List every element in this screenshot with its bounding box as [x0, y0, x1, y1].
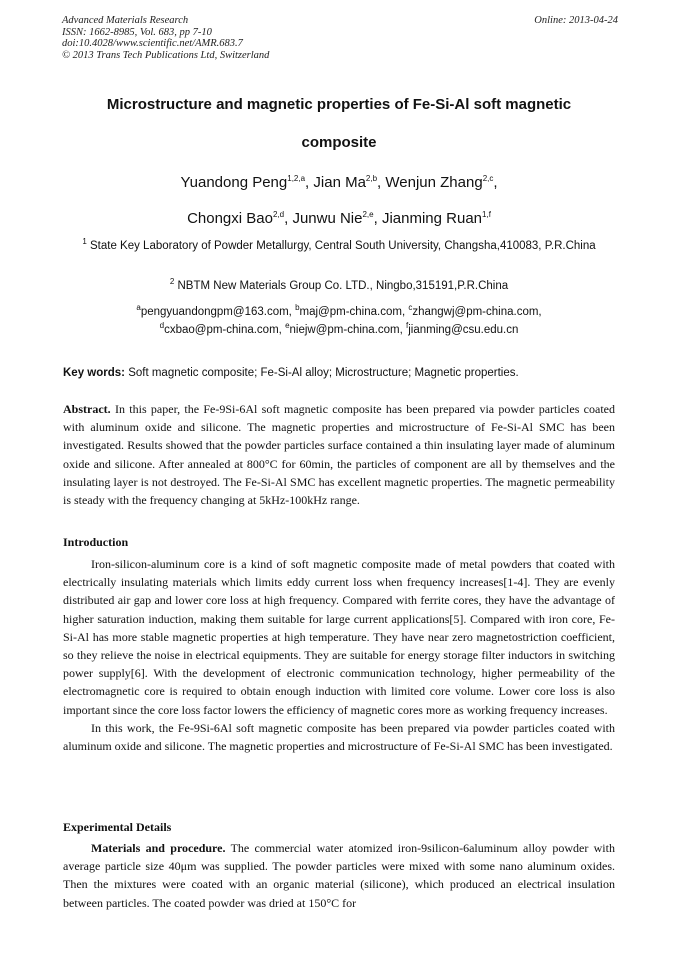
email-link[interactable]: zhangwj@pm-china.com,: [412, 306, 542, 318]
title-line-2: composite: [301, 134, 377, 151]
affiliation-2: [70, 277, 608, 295]
author-name: Wenjun Zhang: [385, 174, 483, 191]
journal-copyright: © 2013 Trans Tech Publications Ltd, Switzerland: [62, 49, 270, 61]
author-name: Yuandong Peng: [180, 174, 288, 191]
journal-doi: doi:10.4028/www.scientific.net/AMR.683.7: [62, 38, 243, 49]
email-line-2: [70, 321, 608, 339]
keywords-label: Key words:: [63, 367, 125, 379]
author-name: Jianming Ruan: [381, 210, 483, 227]
author-sup: 2,e: [362, 210, 374, 219]
email-line-1: [70, 303, 608, 321]
author-sep: ,: [305, 174, 314, 191]
author-name: Junwu Nie: [292, 210, 363, 227]
materials-text: The commercial water atomized iron-9silicon-6aluminum alloy powder with average particle size 40μm was supplied. The powder particles were mixed with some nano aluminum oxides. Then the mixtures were coated with an organic material (silicone), which produced an electrical insulation between particles. The coated powder was dried at 150°C for: [63, 841, 615, 910]
journal-header: [62, 15, 618, 61]
abstract-label: Abstract.: [63, 402, 111, 416]
online-date: Online: 2013-04-24: [534, 15, 618, 26]
affiliation-sup: 2: [169, 277, 175, 287]
abstract: [63, 400, 615, 509]
introduction-body: [63, 555, 615, 755]
keywords-text: Soft magnetic composite; Fe-Si-Al alloy; Microstructure; Magnetic properties.: [125, 367, 519, 379]
author-sup: 1,f: [482, 210, 491, 219]
author-name: Chongxi Bao: [187, 210, 273, 227]
affiliation-text: State Key Laboratory of Powder Metallurgy, Central South University, Changsha,410083, P.R.China: [86, 240, 596, 252]
affiliation-1: [70, 237, 608, 255]
paper-title: [40, 86, 638, 162]
author-sup: 2,c: [482, 174, 494, 183]
author-sup: 1,2,a: [287, 174, 306, 183]
author-emails: [70, 303, 608, 339]
email-link[interactable]: cxbao@pm-china.com,: [164, 324, 286, 336]
affiliation-text: NBTM New Materials Group Co. LTD., Ningbo,315191,P.R.China: [174, 280, 509, 292]
email-link[interactable]: maj@pm-china.com,: [299, 306, 409, 318]
intro-paragraph-2: In this work, the Fe-9Si-6Al soft magnetic composite has been prepared via powder particles coated with aluminum oxide and silicone. The magnetic properties and microstructure of Fe-Si-Al SMC has been investigated.: [63, 720, 615, 754]
email-sup: a: [136, 303, 141, 313]
email-sup: e: [285, 321, 290, 331]
author-sep: ,: [377, 174, 386, 191]
section-heading-introduction: Introduction: [63, 535, 129, 549]
section-heading-experimental: Experimental Details: [63, 820, 172, 834]
journal-issn: ISSN: 1662-8985, Vol. 683, pp 7-10: [62, 26, 212, 38]
abstract-text: In this paper, the Fe-9Si-6Al soft magnetic composite has been prepared via powder particles coated with aluminum oxide and silicone. The magnetic properties and microstructure of Fe-Si-Al SMC has been investigated. Results showed that the powder particles surface contained a thin insulating layer made of aluminum oxide and silicone. After annealed at 800°C for 60min, the particles of component are all by themselves and the insulating layer is not destroyed. The Fe-Si-Al SMC has excellent magnetic properties. The magnetic permeability is steady with the frequency changing at 5kHz-100kHz range.: [63, 402, 615, 508]
affiliation-sup: 1: [82, 237, 87, 247]
title-line-1: Microstructure and magnetic properties of Fe-Si-Al soft magnetic: [106, 96, 572, 113]
materials-label: Materials and procedure.: [91, 841, 226, 855]
author-name: Jian Ma: [313, 174, 366, 191]
keywords: [63, 365, 615, 381]
email-link[interactable]: jianming@csu.edu.cn: [408, 324, 519, 336]
author-sup: 2,d: [272, 210, 285, 219]
journal-name: Advanced Materials Research: [62, 15, 189, 26]
email-sup: c: [408, 303, 413, 313]
email-link[interactable]: pengyuandongpm@163.com,: [140, 306, 296, 318]
email-link[interactable]: niejw@pm-china.com,: [289, 324, 407, 336]
author-sep: ,: [493, 174, 498, 191]
author-sep: ,: [373, 210, 382, 227]
experimental-body: [63, 839, 615, 912]
email-sup: f: [406, 321, 409, 331]
intro-paragraph-1: Iron-silicon-aluminum core is a kind of soft magnetic composite made of metal powders that coated with electrically insulating materials which limits eddy current loss when frequency increases[1-4]. They are evenly distributed air gap and lower core loss at high frequency. Compared with ferrite cores, they have the advantage of higher saturation induction, making them suitable for large current applications[5]. Compared with iron core, Fe-Si-Al has more stable magnetic properties at high temperature. They have near zero magnetostriction coefficient, so they relieve the noise in electrical equipments. They are suitable for energy storage filter inductors in switching power supply[6]. With the development of electronic communication technology, higher permeability of the electromagnetic core is required to obtain enough induction with limited core volume. Lower core loss is also important since the core loss factor lowers the efficiency of magnetic cores more as working frequency increases.: [63, 557, 615, 717]
author-line-1: [40, 165, 638, 201]
email-sup: d: [159, 321, 165, 331]
author-sup: 2,b: [365, 174, 378, 183]
author-line-2: [40, 201, 638, 237]
email-sup: b: [295, 303, 300, 313]
author-list: [40, 165, 638, 237]
author-sep: ,: [284, 210, 293, 227]
